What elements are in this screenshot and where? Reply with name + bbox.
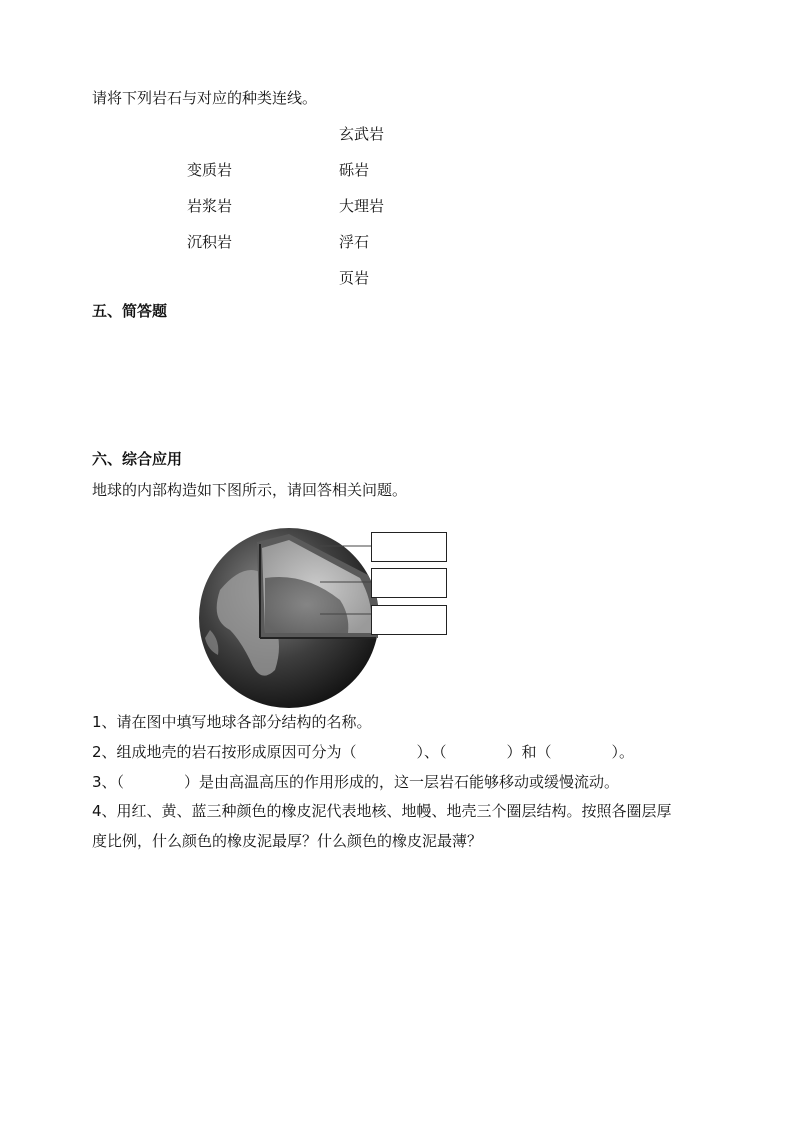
question-1: 1、请在图中填写地球各部分结构的名称。 (92, 713, 372, 731)
question-3: 3、（ ）是由高温高压的作用形成的，这一层岩石能够移动或缓慢流动。 (92, 773, 620, 791)
question-2: 2、组成地壳的岩石按形成原因可分为（ ）、（ ）和（ ）。 (92, 743, 635, 761)
rock-conglomerate: 砾岩 (339, 161, 370, 179)
core-name-box[interactable] (371, 605, 447, 635)
question-4-line-1: 4、用红、黄、蓝三种颜色的橡皮泥代表地核、地幔、地壳三个圈层结构。按照各圈层厚 (92, 802, 672, 820)
section-6-intro: 地球的内部构造如下图所示，请回答相关问题。 (92, 481, 408, 499)
rock-marble: 大理岩 (339, 197, 385, 215)
rock-pumice: 浮石 (339, 233, 370, 251)
rock-basalt: 玄武岩 (339, 125, 385, 143)
mantle-name-box[interactable] (371, 568, 447, 598)
question-4-line-2: 度比例，什么颜色的橡皮泥最厚？什么颜色的橡皮泥最薄？ (92, 832, 483, 850)
crust-name-box[interactable] (371, 532, 447, 562)
rock-shale: 页岩 (339, 269, 370, 287)
section-5-title: 五、简答题 (92, 302, 168, 320)
rock-type-metamorphic: 变质岩 (187, 161, 233, 179)
rock-type-sedimentary: 沉积岩 (187, 233, 233, 251)
rock-type-igneous: 岩浆岩 (187, 197, 233, 215)
matching-instruction: 请将下列岩石与对应的种类连线。 (92, 89, 318, 107)
section-6-title: 六、综合应用 (92, 450, 183, 468)
